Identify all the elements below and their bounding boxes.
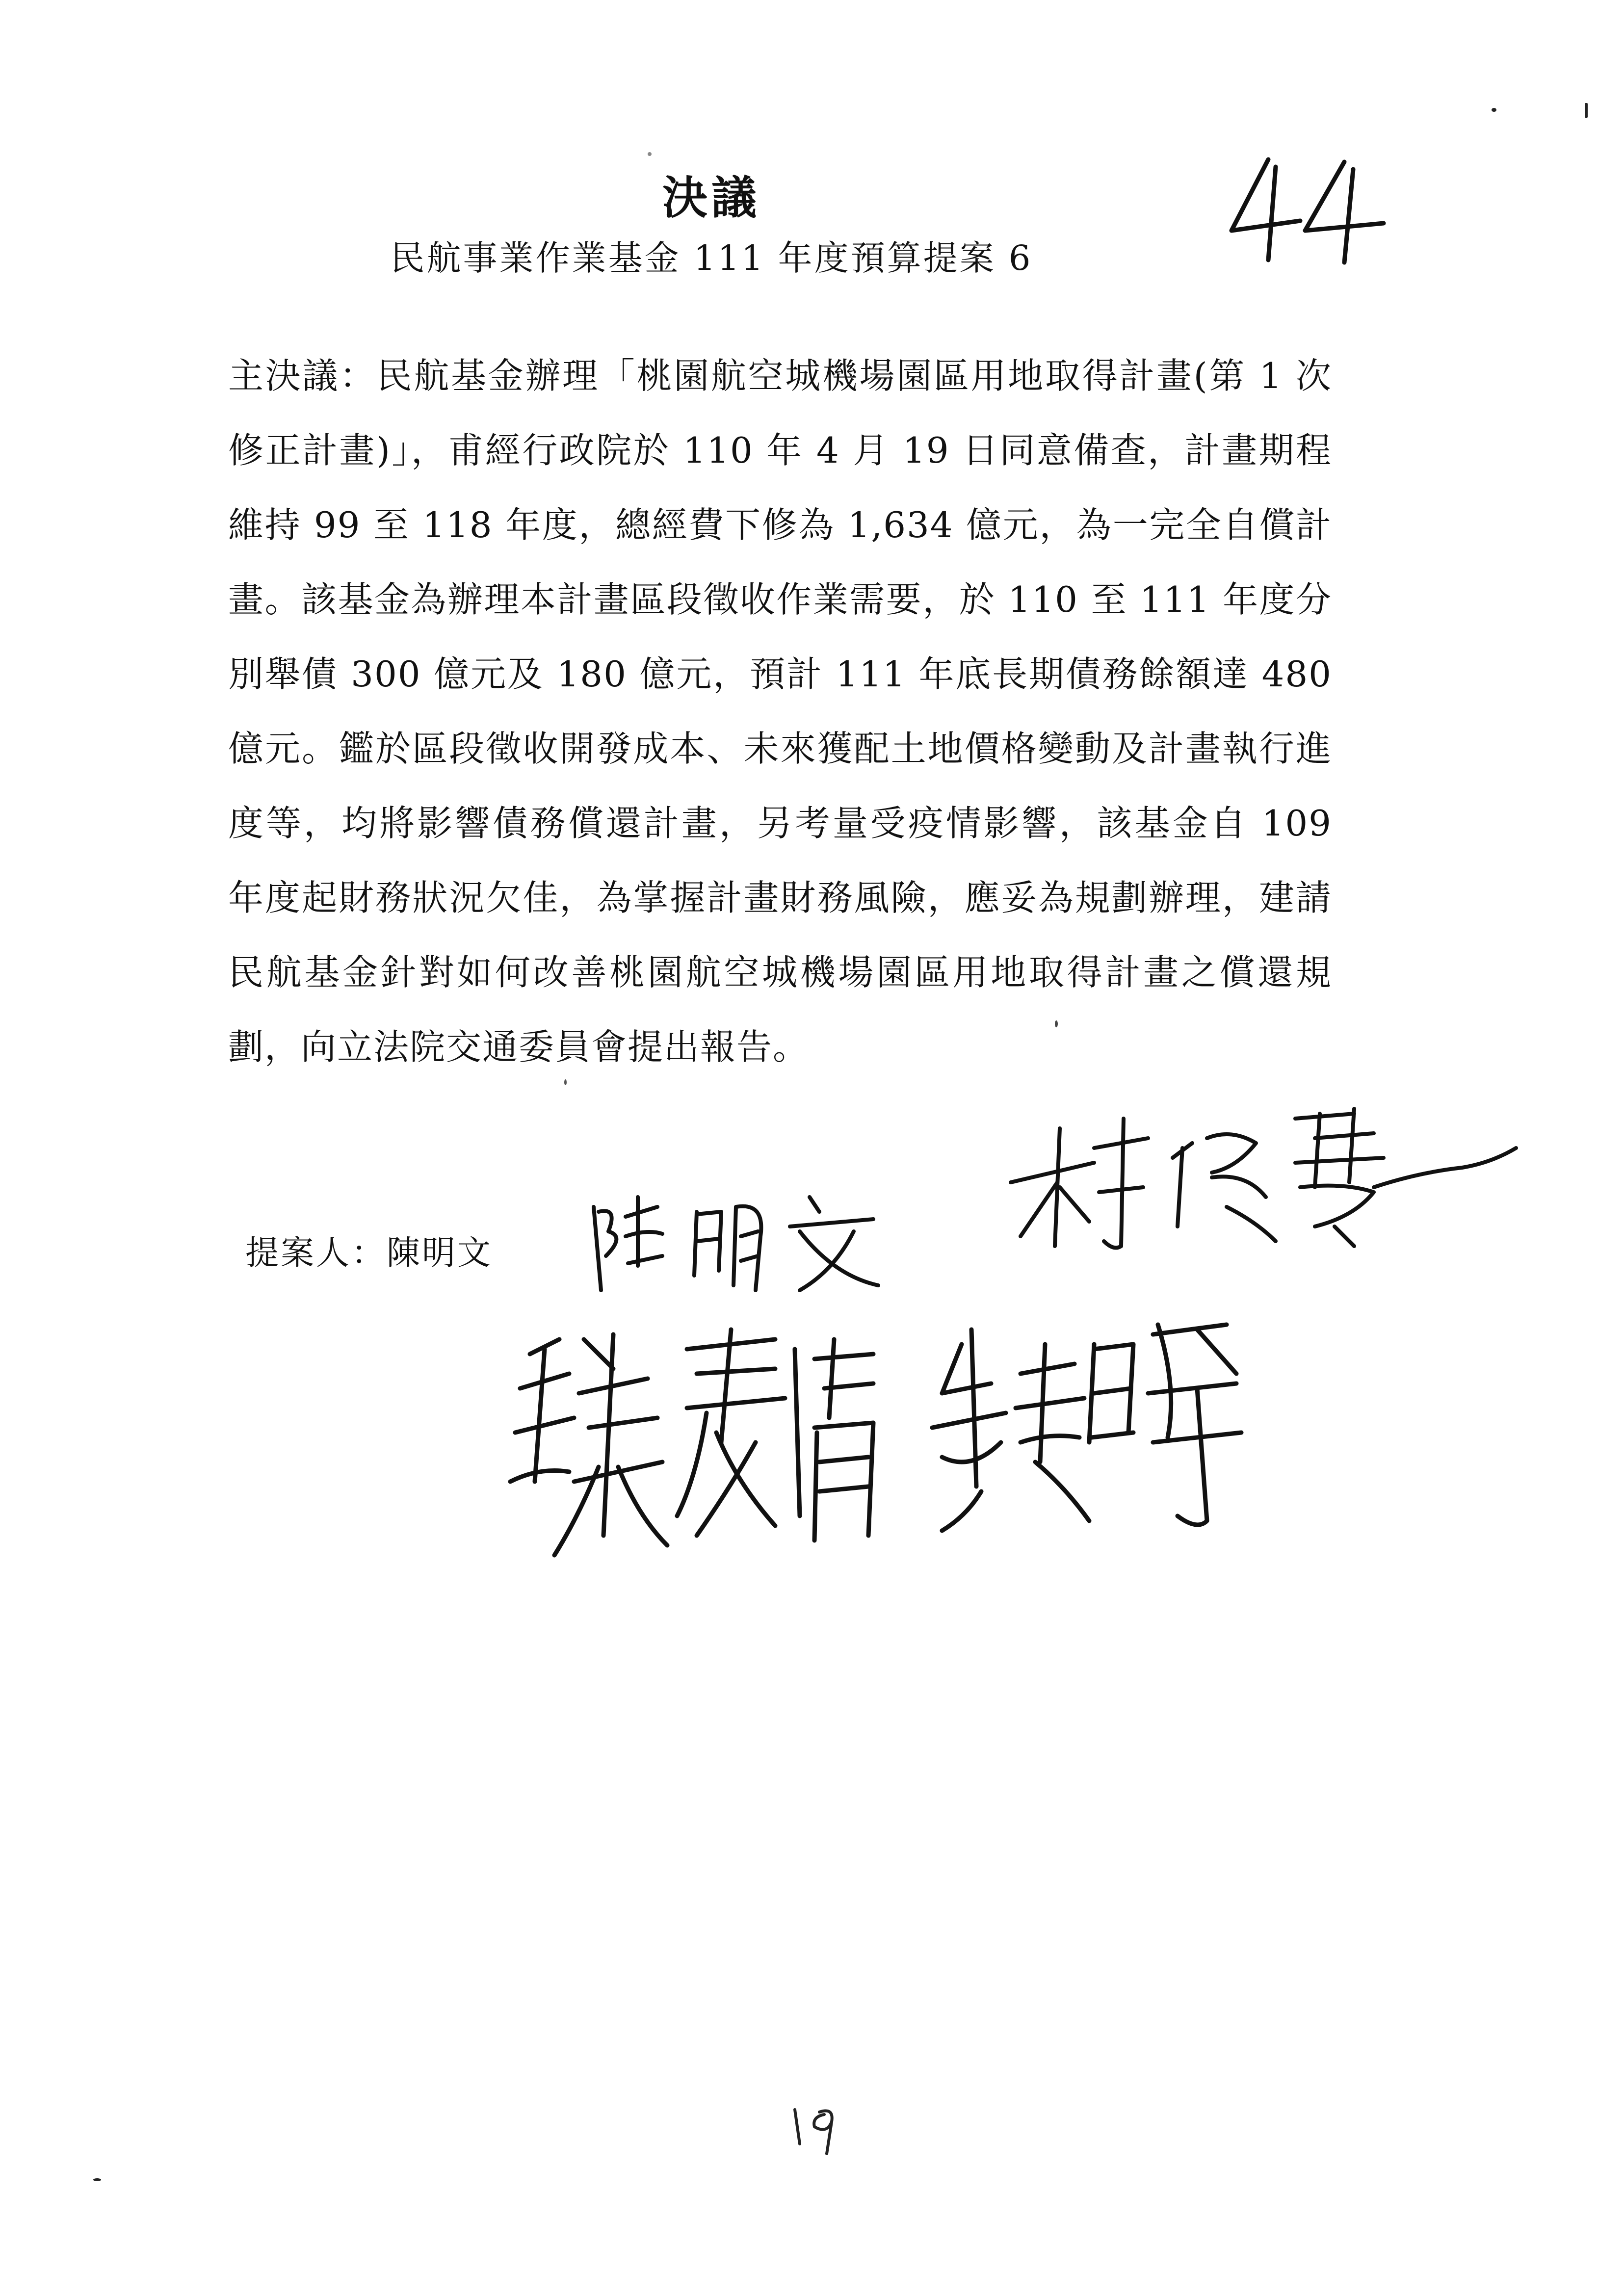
- proposer-line: [245, 1226, 493, 1274]
- signature-xu-shu-hua: [500, 1320, 893, 1594]
- resolution-body: [228, 339, 1332, 1084]
- scan-speck: [648, 152, 652, 156]
- signature-zhong-jia-bin: [922, 1315, 1256, 1550]
- scan-speck: [1585, 103, 1588, 118]
- resolution-text: 民航基金辦理「桃園航空城機場園區用地取得計畫(第 1 次修正計畫)」，甫經行政院於 110 年 4 月 19 日同意備查，計畫期程維持 99 至 118 年度，總經費下修為 1,634 億元，為一完全自償計畫。該基金為辦理本計畫區段徵收作業需要，於 110 至 111 年度分別舉債 300 億元及 180 億元，預計 111 年底長期債務餘額達 480 億元。鑑於區段徵收開發成本、未來獲配土地價格變動及計畫執行進度等，均將影響債務償還計畫，另考量受疫情影響，該基金自 109 年度起財務狀況欠佳，為掌握計畫財務風險，應妥為規劃辦理，建請民航基金針對如何改善桃園航空城機場園區用地取得計畫之償還規劃，向立法院交通委員會提出報告。: [228, 355, 1332, 1068]
- scan-speck: [1055, 1020, 1058, 1027]
- scan-speck: [93, 2178, 101, 2181]
- document-subtitle: 民航事業作業基金 111 年度預算提案 6: [390, 238, 1033, 278]
- scan-speck: [564, 1079, 567, 1085]
- signature-lin-jun-xian: [1001, 1099, 1521, 1256]
- resolution-lead: 主決議：: [228, 355, 377, 396]
- handwritten-page-number: [785, 2090, 844, 2159]
- handwritten-page-mark: [1222, 147, 1398, 275]
- proposer-label: 提案人：: [245, 1234, 387, 1273]
- signature-chen-ming-wen: [579, 1177, 893, 1305]
- proposer-name: 陳明文: [387, 1234, 493, 1273]
- document-title: 決議: [662, 171, 760, 224]
- scan-speck: [1492, 108, 1496, 112]
